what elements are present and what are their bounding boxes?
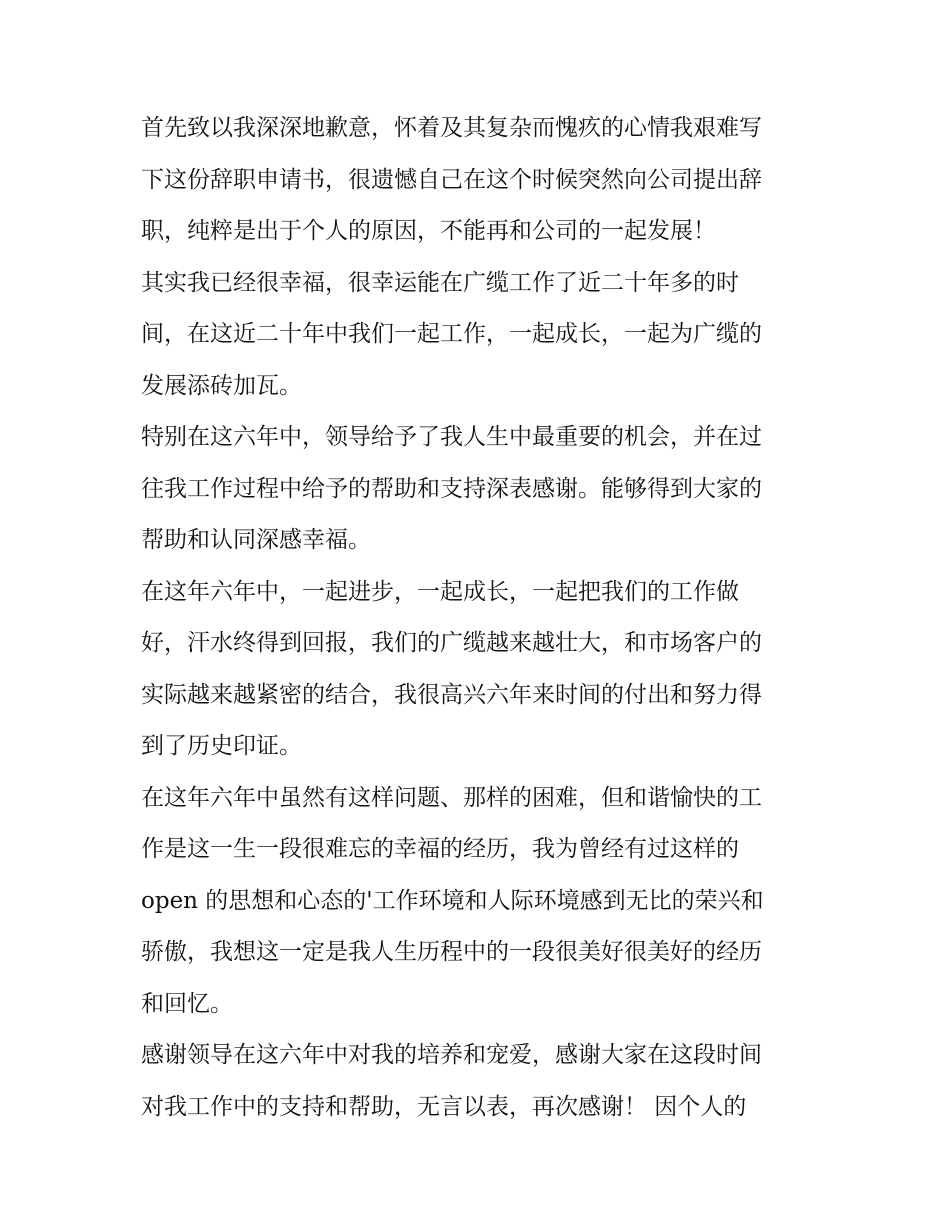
paragraph-1 xyxy=(141,103,813,258)
text-line: 好，汗水终得到回报，我们的广缆越来越壮大，和市场客户的 xyxy=(141,630,762,656)
text-line: 在这年六年中虽然有这样问题、那样的困难，但和谐愉快的工 xyxy=(141,784,762,811)
paragraph-5 xyxy=(141,773,813,1031)
text-line: 发展添砖加瓦。 xyxy=(141,372,302,399)
text-line: 其实我已经很幸福，很幸运能在广缆工作了近二十年多的时 xyxy=(141,269,739,296)
text-line: 首先致以我深深地歉意，怀着及其复杂而愧疚的心情我艰难写 xyxy=(141,115,762,141)
text-line: 间，在这近二十年中我们一起工作，一起成长，一起为广缆的 xyxy=(141,321,762,347)
text-line: 作是这一生一段很难忘的幸福的经历，我为曾经有过这样的 xyxy=(141,836,739,862)
text-line: 骄傲，我想这一定是我人生历程中的一段很美好很美好的经历 xyxy=(141,939,762,965)
text-line: 到了历史印证。 xyxy=(141,733,302,759)
text-line: 下这份辞职申请书，很遗憾自己在这个时候突然向公司提出辞 xyxy=(141,166,762,193)
text-line: 在这年六年中，一起进步，一起成长，一起把我们的工作做 xyxy=(141,578,739,605)
text-line: 感谢领导在这六年中对我的培养和宠爱，感谢大家在这段时间 xyxy=(141,1042,762,1068)
paragraph-3 xyxy=(141,412,813,567)
document-body xyxy=(141,103,813,1133)
text-line: open 的思想和心态的'工作环境和人际环境感到无比的荣兴和 xyxy=(141,887,764,914)
paragraph-4 xyxy=(141,567,813,773)
paragraph-6 xyxy=(141,1030,813,1133)
paragraph-2 xyxy=(141,258,813,413)
text-line: 职，纯粹是出于个人的原因，不能再和公司的一起发展！ xyxy=(141,218,716,244)
text-line: 和回忆。 xyxy=(141,990,233,1017)
text-line: 特别在这六年中，领导给予了我人生中最重要的机会，并在过 xyxy=(141,424,762,450)
text-line: 对我工作中的支持和帮助，无言以表，再次感谢！ 因个人的 xyxy=(141,1093,747,1120)
text-line: 往我工作过程中给予的帮助和支持深表感谢。能够得到大家的 xyxy=(141,475,762,502)
text-line: 实际越来越紧密的结合，我很高兴六年来时间的付出和努力得 xyxy=(141,681,762,708)
text-line: 帮助和认同深感幸福。 xyxy=(141,527,371,553)
